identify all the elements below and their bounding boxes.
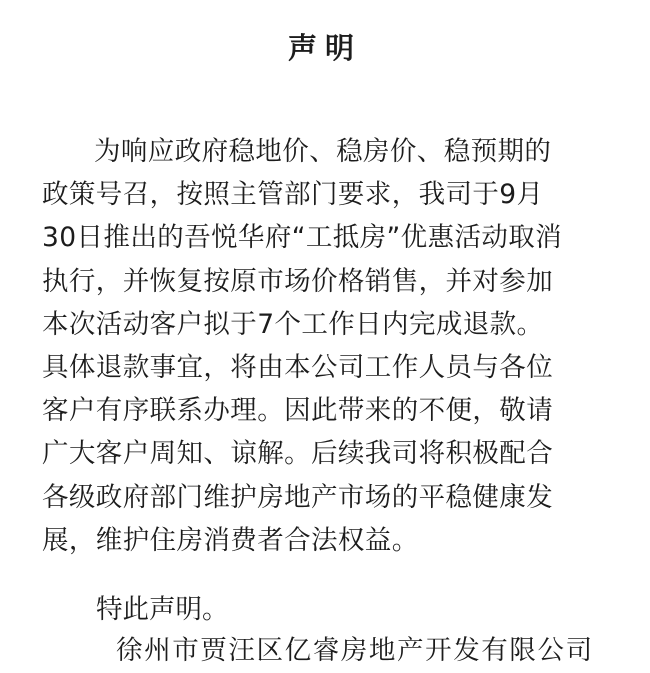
body-line: 执行，并恢复按原市场价格销售，并对参加 xyxy=(42,265,554,297)
body-line: 为响应政府稳地价、稳房价、稳预期的 xyxy=(94,136,552,167)
body-line: 30日推出的吾悦华府“工抵房”优惠活动取消 xyxy=(42,222,563,254)
body-line: 具体退款事宜，将由本公司工作人员与各位 xyxy=(42,351,554,383)
closing-statement: 特此声明。 xyxy=(96,594,229,625)
body-line: 广大客户周知、谅解。后续我司将积极配合 xyxy=(42,438,554,470)
body-line: 客户有序联系办理。因此带来的不便，敬请 xyxy=(42,395,554,427)
statement-body xyxy=(42,130,642,562)
body-line: 展，维护住房消费者合法权益。 xyxy=(42,524,419,556)
body-line: 本次活动客户拟于7个工作日内完成退款。 xyxy=(42,308,544,340)
company-signature: 徐州市贾汪区亿睿房地产开发有限公司 xyxy=(116,635,594,666)
body-line: 各级政府部门维护房地产市场的平稳健康发 xyxy=(42,481,554,513)
body-line: 政策号召，按照主管部门要求，我司于9月 xyxy=(42,179,544,211)
document-title: 声明 xyxy=(287,31,362,65)
